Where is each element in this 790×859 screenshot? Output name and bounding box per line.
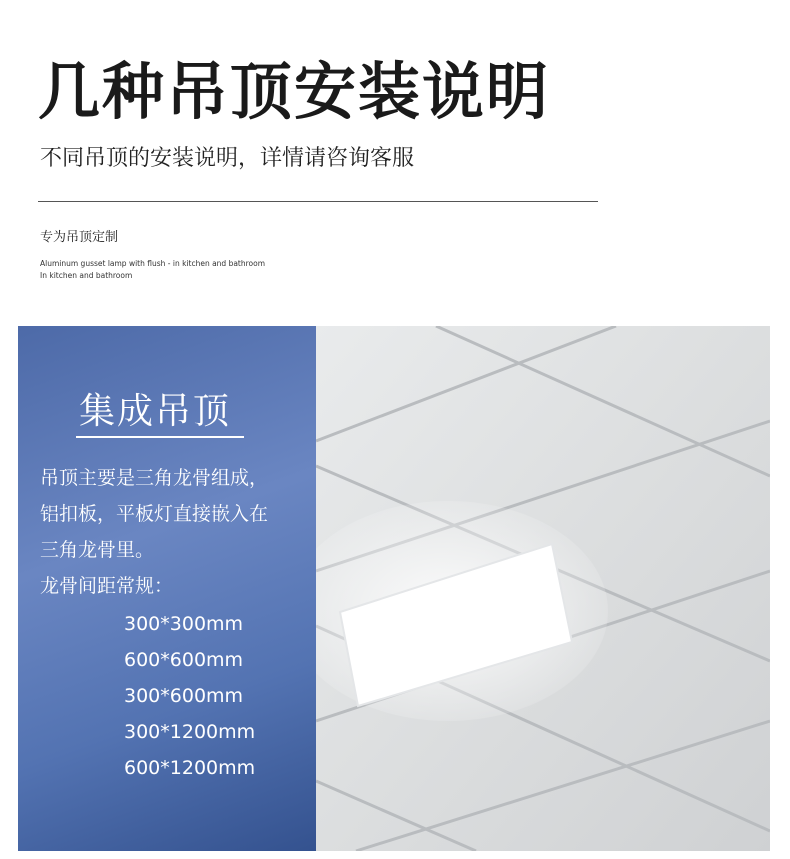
info-box	[18, 326, 316, 851]
desc-line: 三角龙骨里。	[40, 539, 155, 561]
page-title: 几种吊顶安装说明	[38, 55, 551, 128]
box-title-underline	[76, 436, 244, 438]
divider	[38, 201, 598, 202]
size-item: 300*300mm	[124, 613, 244, 635]
custom-tag-cn: 专为吊顶定制	[40, 230, 119, 245]
ceiling-panel	[18, 326, 770, 851]
size-item: 600*600mm	[124, 649, 244, 671]
box-title: 集成吊顶	[79, 391, 232, 432]
description	[40, 460, 310, 604]
ceiling-photo	[316, 326, 770, 851]
size-item: 600*1200mm	[124, 757, 256, 779]
size-list	[124, 606, 255, 786]
ceiling-illustration	[316, 326, 770, 851]
size-item: 300*600mm	[124, 685, 244, 707]
custom-tag-en: Aluminum gusset lamp with flush - in kitchen and bathroom In kitchen and bathroom	[40, 259, 266, 280]
size-item: 300*1200mm	[124, 721, 256, 743]
page-subtitle: 不同吊顶的安装说明，详情请咨询客服	[40, 146, 415, 171]
desc-line: 铝扣板，平板灯直接嵌入在	[40, 503, 269, 525]
desc-line: 吊顶主要是三角龙骨组成，	[40, 467, 269, 489]
desc-line: 龙骨间距常规：	[40, 575, 174, 597]
